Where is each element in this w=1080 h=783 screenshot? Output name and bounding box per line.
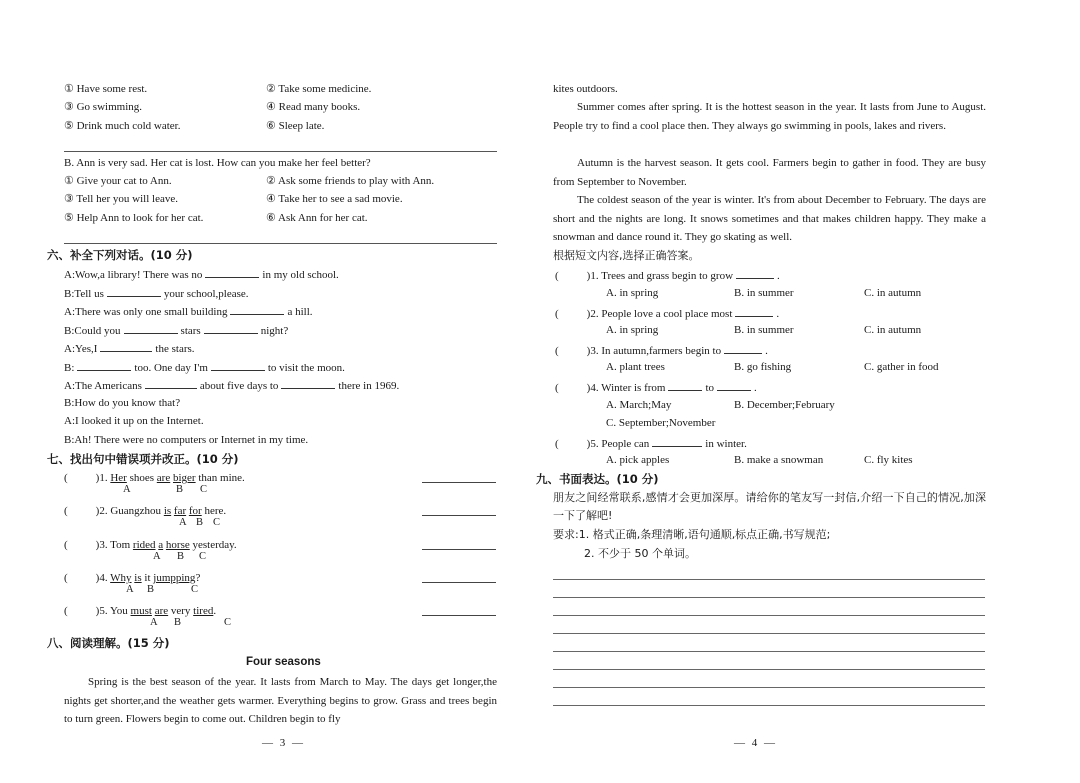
fill-blank[interactable] [100,340,152,352]
option-a6: ⑥ Sleep late. [266,120,325,132]
label-a: A [153,551,161,562]
fill-blank[interactable] [77,359,131,371]
correction-line[interactable] [422,515,496,516]
label-a: A [150,617,158,628]
option-b1: ① Give your cat to Ann. [64,175,172,187]
label-a: A [179,517,187,528]
option-b4: ④ Take her to see a sad movie. [266,193,403,205]
option-b6: ⑥ Ask Ann for her cat. [266,212,368,224]
option-b2: ② Ask some friends to play with Ann. [266,175,435,187]
fill-blank[interactable] [230,303,284,315]
correction-line[interactable] [422,615,496,616]
choice-b[interactable]: B. in summer [734,324,794,336]
dialog-line-10: B:Ah! There were no computers or Internet in my time. [64,434,309,446]
reading-instruction: 根据短文内容,选择正确答案。 [553,249,700,262]
answer-line[interactable] [64,243,497,244]
error-item-3: ( )3. Tom rided a horse yesterday. [64,539,237,551]
page-number: — 3 — [262,737,305,749]
fill-blank[interactable] [281,377,335,389]
option-a3: ③ Go swimming. [64,101,143,113]
choice-b[interactable]: B. go fishing [734,361,792,373]
writing-requirement-2: 2. 不少于 50 个单词。 [584,547,696,560]
writing-requirement-1: 要求:1. 格式正确,条理清晰,语句通顺,标点正确,书写规范; [553,528,831,541]
label-b: B [177,551,185,562]
correction-line[interactable] [422,582,496,583]
reading-question-5: ( )5. People can in winter. [555,435,747,451]
page-number: — 4 — [734,737,777,749]
choice-a[interactable]: A. March;May [606,399,672,411]
option-a4: ④ Read many books. [266,101,361,113]
right-page [536,0,1080,783]
choice-c[interactable]: C. in autumn [864,324,922,336]
error-item-5: ( )5. You must are very tired. [64,605,217,617]
choice-a[interactable]: A. pick apples [606,454,670,466]
label-b: B [176,484,184,495]
fill-blank[interactable] [204,322,258,334]
fill-blank[interactable] [652,435,702,447]
option-a5: ⑤ Drink much cold water. [64,120,181,132]
error-item-2: ( )2. Guangzhou is far for here. [64,505,227,517]
fill-blank[interactable] [724,342,762,354]
story-paragraph-1: Spring is the best season of the year. It lasts from March to May. The days get longer,the nights get shorter,and the weather gets warmer. Everything begins to grow. Grass and trees begin to turn green. Flowers begin to come out. Children begin to fly [64,676,497,725]
choice-a[interactable]: A. plant trees [606,361,665,373]
dialog-line-2: B:Tell us your school,please. [64,285,249,301]
dialog-line-9: A:I looked it up on the Internet. [64,415,204,427]
writing-line[interactable] [553,597,985,598]
reading-question-1: ( )1. Trees and grass begin to grow . [555,267,780,283]
reading-question-4: ( )4. Winter is from to . [555,379,757,395]
question-b: B. Ann is very sad. Her cat is lost. How can you make her feel better? [64,157,371,169]
fill-blank[interactable] [717,379,751,391]
writing-prompt: 朋友之间经常联系,感情才会更加深厚。请给你的笔友写一封信,介绍一下自己的情况,加深一下了解吧! [553,491,986,522]
option-a1: ① Have some rest. [64,83,148,95]
label-c: C [199,551,207,562]
dialog-line-5: A:Yes,I the stars. [64,340,195,356]
writing-line[interactable] [553,579,985,580]
writing-line[interactable] [553,633,985,634]
dialog-line-1: A:Wow,a library! There was no in my old school. [64,266,339,282]
writing-line[interactable] [553,687,985,688]
dialog-line-4: B:Could you stars night? [64,322,288,338]
story-paragraph-3: Autumn is the harvest season. It gets cool. Farmers begin to gather in food. They are busy from September to November. [553,157,986,188]
error-item-4: ( )4. Why is it jumpping? [64,572,201,584]
fill-blank[interactable] [124,322,178,334]
answer-line[interactable] [64,151,497,152]
fill-blank[interactable] [205,266,259,278]
writing-line[interactable] [553,615,985,616]
fill-blank[interactable] [107,285,161,297]
error-item-1: ( )1. Her shoes are biger than mine. [64,472,245,484]
choice-c[interactable]: C. in autumn [864,287,922,299]
correction-line[interactable] [422,482,496,483]
section-7-heading: 七、找出句中错误项并改正。(10 分) [47,452,239,466]
story-continuation: kites outdoors. [553,83,618,95]
section-8-heading: 八、阅读理解。(15 分) [47,636,170,650]
label-a: A [123,484,131,495]
writing-line[interactable] [553,651,985,652]
reading-question-3: ( )3. In autumn,farmers begin to . [555,342,768,358]
fill-blank[interactable] [145,377,197,389]
section-9-heading: 九、书面表达。(10 分) [536,472,659,486]
choice-b[interactable]: B. December;February [734,399,835,411]
reading-question-2: ( )2. People love a cool place most . [555,305,779,321]
story-paragraph-4: The coldest season of the year is winter. It's from about December to February. The days are short and the nights are long. It snows sometimes and that makes children happy. They make a snowman and dance round it. They go skating as well. [553,194,986,243]
label-c: C [213,517,221,528]
writing-line[interactable] [553,669,985,670]
choice-a[interactable]: A. in spring [606,287,659,299]
fill-blank[interactable] [211,359,265,371]
dialog-line-6: B: too. One day I'm to visit the moon. [64,359,345,375]
option-a2: ② Take some medicine. [266,83,372,95]
correction-line[interactable] [422,549,496,550]
label-c: C [200,484,208,495]
story-title: Four seasons [246,656,321,668]
label-c: C [191,584,199,595]
choice-c[interactable]: C. September;November [606,417,716,429]
story-paragraph-2: Summer comes after spring. It is the hottest season in the year. It lasts from June to August. People try to find a cool place then. They always go swimming in pools, lakes and rivers. [553,101,986,132]
writing-line[interactable] [553,705,985,706]
choice-c[interactable]: C. fly kites [864,454,913,466]
choice-a[interactable]: A. in spring [606,324,659,336]
dialog-line-3: A:There was only one small building a hill. [64,303,313,319]
option-b5: ⑤ Help Ann to look for her cat. [64,212,204,224]
fill-blank[interactable] [736,267,774,279]
fill-blank[interactable] [735,305,773,317]
label-b: B [147,584,155,595]
choice-b[interactable]: B. make a snowman [734,454,824,466]
label-b: B [174,617,182,628]
dialog-line-8: B:How do you know that? [64,397,181,409]
label-b: B [196,517,204,528]
choice-b[interactable]: B. in summer [734,287,794,299]
fill-blank[interactable] [668,379,702,391]
dialog-line-7: A:The Americans about five days to there in 1969. [64,377,399,393]
label-a: A [126,584,134,595]
option-b3: ③ Tell her you will leave. [64,193,178,205]
section-6-heading: 六、补全下列对话。(10 分) [47,248,193,262]
label-c: C [224,617,232,628]
choice-c[interactable]: C. gather in food [864,361,939,373]
